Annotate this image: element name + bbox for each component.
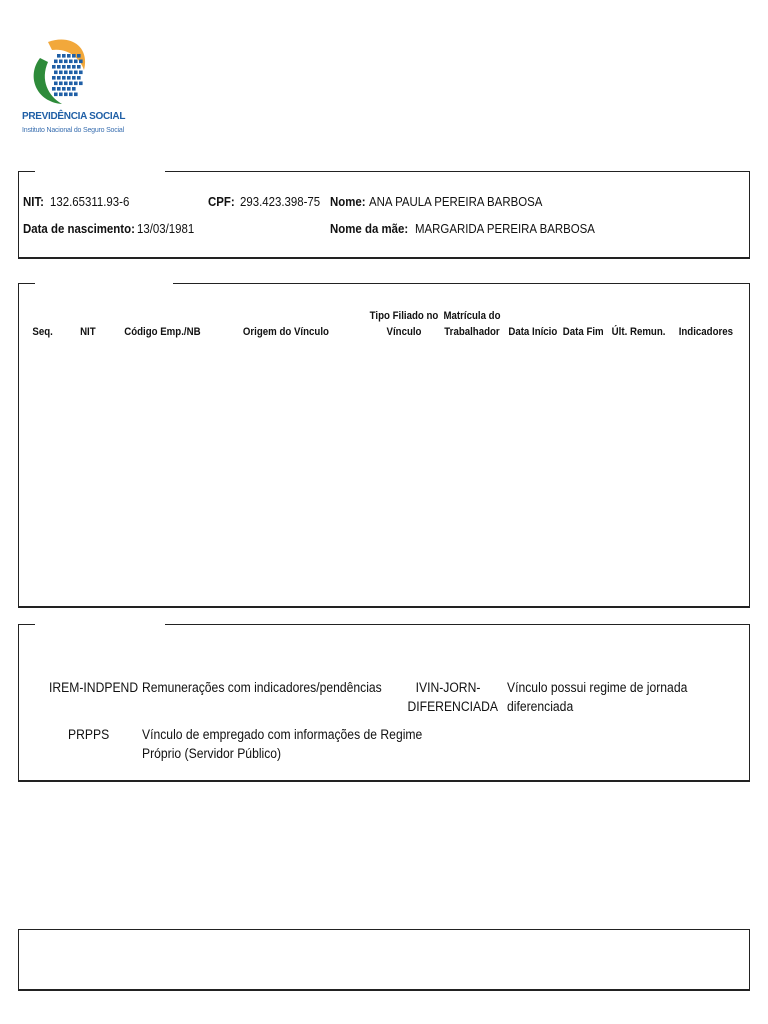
nit-label: NIT: (23, 194, 44, 209)
legend-description: Vínculo possui regime de jornada diferenciada (507, 680, 688, 714)
col-header-codigo: Código Emp./NB (124, 326, 201, 338)
section-tab-gap (35, 282, 173, 286)
mae-value: MARGARIDA PEREIRA BARBOSA (415, 221, 595, 236)
logo-brand-text: PREVIDÊNCIA SOCIAL (22, 111, 126, 122)
nit-value: 132.65311.93-6 (50, 194, 130, 209)
cpf-value: 293.423.398-75 (240, 194, 321, 209)
col-header-seq: Seq. (32, 326, 53, 338)
col-header-nit: NIT (80, 326, 96, 338)
vinculos-table (18, 283, 750, 608)
legend-code: IREM-INDPEND (49, 680, 139, 695)
col-header-origem: Origem do Vínculo (242, 326, 329, 338)
legend-section (18, 624, 750, 782)
legend-code: IVIN-JORN- DIFERENCIADA (407, 680, 498, 714)
previdencia-logo-icon (18, 36, 108, 111)
section-tab-gap (35, 170, 165, 174)
identification-section (18, 171, 750, 259)
col-header-data-fim: Data Fim (562, 326, 604, 338)
logo-subtitle-text: Instituto Nacional do Seguro Social (22, 127, 124, 134)
col-header-data-inicio: Data Início (508, 326, 558, 338)
nome-value: ANA PAULA PEREIRA BARBOSA (369, 194, 543, 209)
legend-description: Vínculo de empregado com informações de Regime Próprio (Servidor Público) (142, 727, 423, 761)
nascimento-label: Data de nascimento: (23, 221, 135, 236)
legend-code: PRPPS (68, 727, 110, 742)
col-header-tipo-filiado: Tipo Filiado no Vínculo (369, 310, 439, 338)
col-header-indicadores: Indicadores (678, 326, 734, 338)
nome-label: Nome: (330, 194, 366, 209)
nascimento-value: 13/03/1981 (137, 221, 195, 236)
col-header-ult-remun: Últ. Remun. (611, 326, 666, 338)
mae-label: Nome da mãe: (330, 221, 409, 236)
col-header-matricula: Matrícula do Trabalhador (443, 310, 501, 338)
section-tab-gap (35, 623, 165, 627)
cpf-label: CPF: (208, 194, 235, 209)
footer-box (18, 929, 750, 991)
legend-description: Remunerações com indicadores/pendências (142, 680, 382, 695)
